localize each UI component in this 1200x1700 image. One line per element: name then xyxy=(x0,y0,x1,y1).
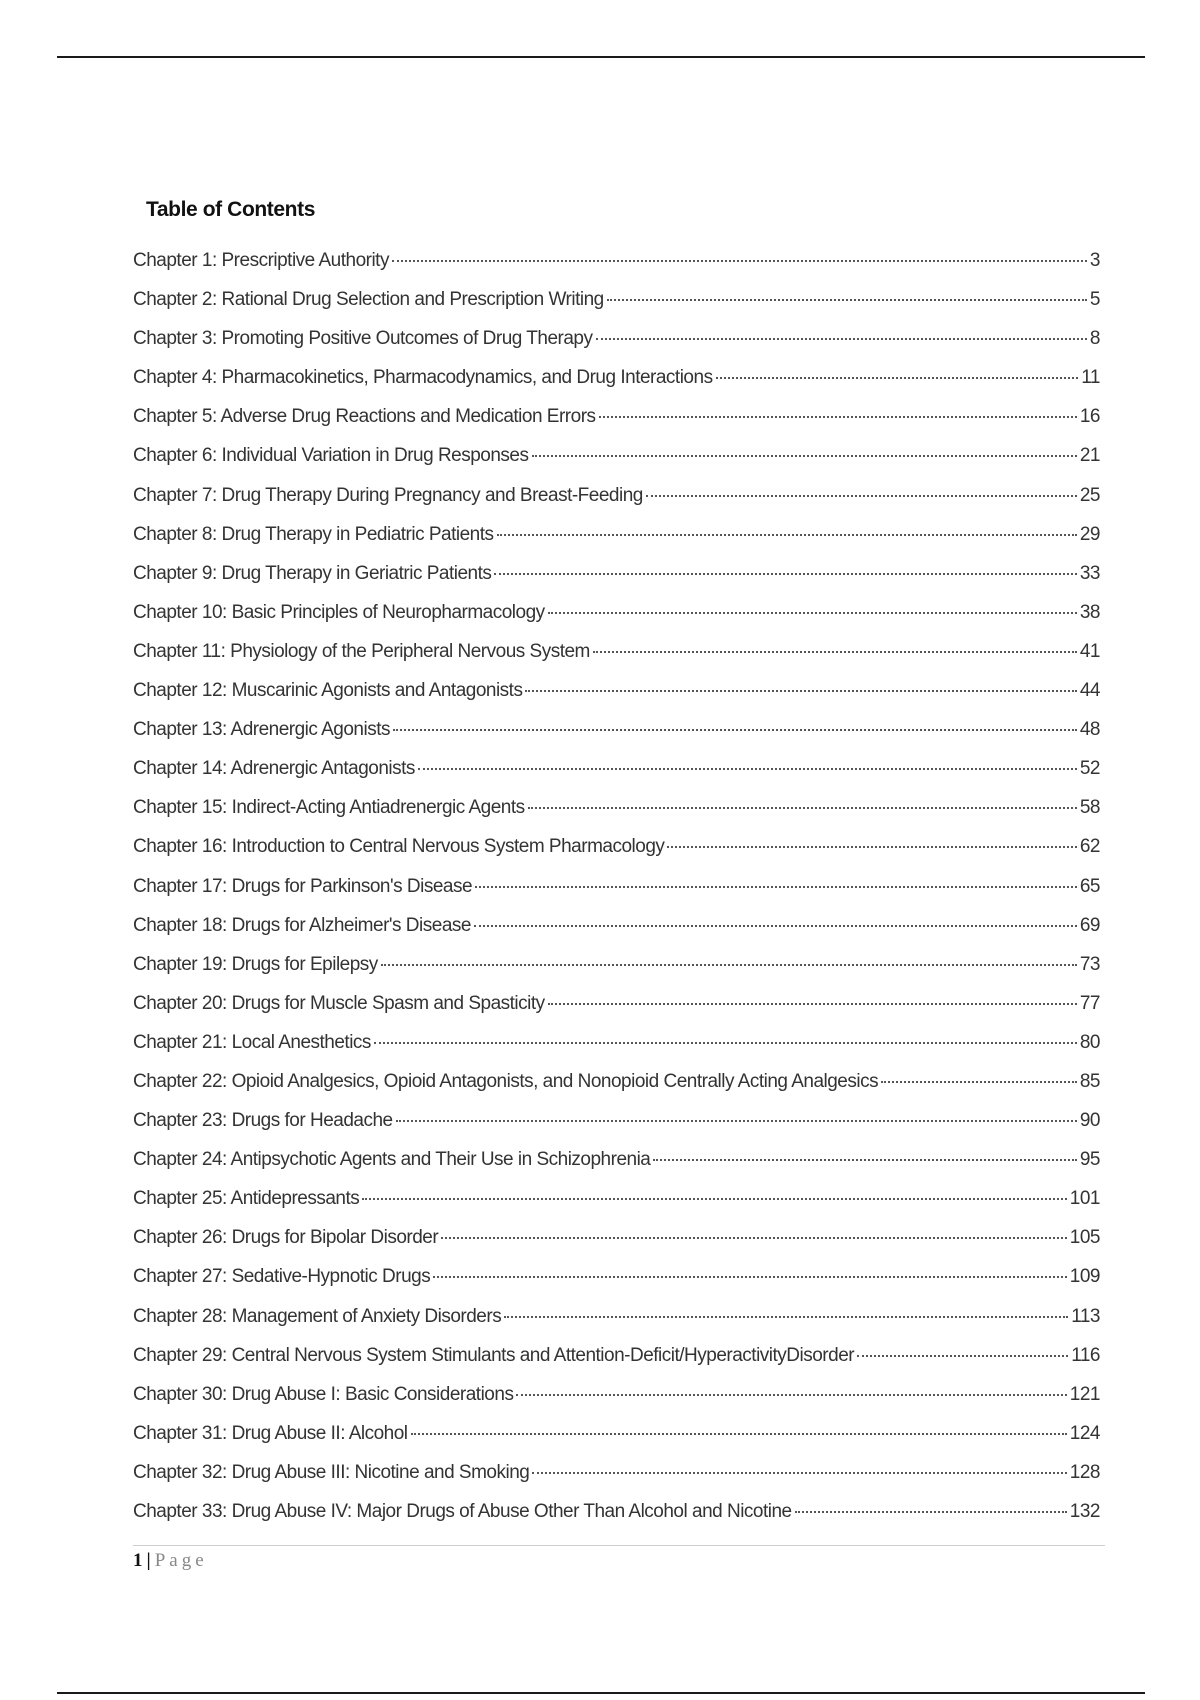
toc-entry-page: 44 xyxy=(1079,680,1100,702)
toc-entry-page: 95 xyxy=(1079,1149,1100,1171)
toc-entry-title: Chapter 21: Local Anesthetics xyxy=(133,1031,371,1053)
toc-entry-page: 116 xyxy=(1071,1344,1100,1366)
toc-entry-page: 121 xyxy=(1069,1383,1100,1405)
footer-page-number: 1 xyxy=(133,1550,143,1571)
toc-entry-title: Chapter 31: Drug Abuse II: Alcohol xyxy=(133,1422,408,1444)
toc-entry-page: 77 xyxy=(1079,992,1100,1014)
toc-dot-leader xyxy=(433,1276,1067,1278)
toc-entry[interactable] xyxy=(133,1501,1100,1540)
toc-entry-title: Chapter 7: Drug Therapy During Pregnancy and Breast-Feeding xyxy=(133,484,643,506)
toc-list xyxy=(133,250,1100,1540)
toc-entry-page: 85 xyxy=(1079,1070,1100,1092)
toc-dot-leader xyxy=(392,260,1087,262)
toc-entry-title: Chapter 15: Indirect-Acting Antiadrenergic Agents xyxy=(133,797,525,819)
toc-entry[interactable] xyxy=(133,758,1100,797)
toc-entry-page: 25 xyxy=(1079,484,1100,506)
toc-dot-leader xyxy=(381,964,1077,966)
toc-entry-page: 124 xyxy=(1069,1422,1100,1444)
toc-entry[interactable] xyxy=(133,1149,1100,1188)
toc-entry[interactable] xyxy=(133,1462,1100,1501)
toc-entry[interactable] xyxy=(133,641,1100,680)
toc-entry-page: 33 xyxy=(1079,562,1100,584)
toc-entry-page: 69 xyxy=(1079,914,1100,936)
toc-entry-page: 48 xyxy=(1079,719,1100,741)
toc-entry-page: 113 xyxy=(1071,1305,1100,1327)
toc-entry[interactable] xyxy=(133,1384,1100,1423)
toc-entry-page: 52 xyxy=(1079,758,1100,780)
toc-dot-leader xyxy=(596,338,1087,340)
page-footer xyxy=(133,1550,208,1572)
toc-entry-page: 73 xyxy=(1079,953,1100,975)
bottom-border-rule xyxy=(57,1692,1145,1694)
toc-entry-page: 21 xyxy=(1079,445,1100,467)
toc-entry-page: 109 xyxy=(1069,1266,1100,1288)
toc-entry-title: Chapter 13: Adrenergic Agonists xyxy=(133,719,391,741)
toc-dot-leader xyxy=(593,651,1077,653)
toc-dot-leader xyxy=(548,612,1077,614)
toc-entry-title: Chapter 33: Drug Abuse IV: Major Drugs of Abuse Other Than Alcohol and Nicotine xyxy=(133,1501,792,1522)
toc-entry[interactable] xyxy=(133,328,1100,367)
toc-heading: Table of Contents xyxy=(146,198,315,221)
toc-dot-leader xyxy=(525,690,1076,692)
toc-entry[interactable] xyxy=(133,797,1100,836)
toc-dot-leader xyxy=(418,768,1077,770)
toc-dot-leader xyxy=(857,1355,1068,1357)
toc-entry-page: 65 xyxy=(1079,875,1100,897)
toc-entry[interactable] xyxy=(133,1306,1100,1345)
toc-dot-leader xyxy=(516,1394,1066,1396)
toc-entry-page: 5 xyxy=(1089,289,1100,311)
toc-dot-leader xyxy=(475,886,1077,888)
toc-entry[interactable] xyxy=(133,1227,1100,1266)
toc-dot-leader xyxy=(504,1316,1068,1318)
toc-dot-leader xyxy=(362,1198,1067,1200)
toc-entry-title: Chapter 28: Management of Anxiety Disorders xyxy=(133,1305,502,1327)
toc-entry[interactable] xyxy=(133,445,1100,484)
toc-entry-page: 128 xyxy=(1069,1461,1100,1483)
toc-entry[interactable] xyxy=(133,485,1100,524)
toc-entry[interactable] xyxy=(133,289,1100,328)
toc-dot-leader xyxy=(653,1159,1076,1161)
toc-entry-title: Chapter 5: Adverse Drug Reactions and Medication Errors xyxy=(133,406,596,428)
toc-dot-leader xyxy=(881,1081,1077,1083)
toc-entry-page: 90 xyxy=(1079,1110,1100,1132)
toc-entry-page: 8 xyxy=(1089,328,1100,350)
toc-entry-page: 38 xyxy=(1079,601,1100,623)
toc-entry[interactable] xyxy=(133,1188,1100,1227)
toc-dot-leader xyxy=(532,455,1077,457)
top-border-rule xyxy=(57,56,1145,58)
footer-separator: | xyxy=(146,1550,151,1571)
toc-dot-leader xyxy=(393,729,1077,731)
toc-entry-title: Chapter 25: Antidepressants xyxy=(133,1188,360,1210)
toc-entry[interactable] xyxy=(133,876,1100,915)
toc-entry[interactable] xyxy=(133,406,1100,445)
toc-entry[interactable] xyxy=(133,602,1100,641)
toc-entry[interactable] xyxy=(133,563,1100,602)
toc-entry-page: 3 xyxy=(1089,250,1100,271)
toc-entry-page: 62 xyxy=(1079,836,1100,858)
toc-dot-leader xyxy=(607,299,1087,301)
toc-entry-title: Chapter 3: Promoting Positive Outcomes of Drug Therapy xyxy=(133,328,593,350)
toc-entry-page: 132 xyxy=(1069,1501,1100,1522)
toc-entry-title: Chapter 17: Drugs for Parkinson's Disease xyxy=(133,875,473,897)
toc-entry-title: Chapter 32: Drug Abuse III: Nicotine and Smoking xyxy=(133,1461,530,1483)
toc-entry-title: Chapter 2: Rational Drug Selection and Prescription Writing xyxy=(133,289,604,311)
toc-entry-title: Chapter 24: Antipsychotic Agents and Their Use in Schizophrenia xyxy=(133,1149,651,1171)
toc-entry-title: Chapter 22: Opioid Analgesics, Opioid Antagonists, and Nonopioid Centrally Acting Analgesics xyxy=(133,1070,879,1092)
toc-entry[interactable] xyxy=(133,1423,1100,1462)
toc-entry[interactable] xyxy=(133,1110,1100,1149)
toc-entry-title: Chapter 30: Drug Abuse I: Basic Considerations xyxy=(133,1383,514,1405)
toc-dot-leader xyxy=(667,846,1076,848)
toc-entry-page: 101 xyxy=(1069,1188,1100,1210)
toc-dot-leader xyxy=(548,1003,1077,1005)
footer-page-label: Page xyxy=(154,1550,208,1571)
toc-dot-leader xyxy=(528,807,1077,809)
toc-entry[interactable] xyxy=(133,993,1100,1032)
toc-dot-leader xyxy=(599,416,1077,418)
toc-entry-title: Chapter 10: Basic Principles of Neuropharmacology xyxy=(133,601,545,623)
toc-dot-leader xyxy=(716,377,1079,379)
toc-entry[interactable] xyxy=(133,250,1100,289)
toc-entry[interactable] xyxy=(133,954,1100,993)
toc-entry-title: Chapter 27: Sedative-Hypnotic Drugs xyxy=(133,1266,431,1288)
toc-entry-title: Chapter 19: Drugs for Epilepsy xyxy=(133,953,378,975)
toc-entry-title: Chapter 16: Introduction to Central Nervous System Pharmacology xyxy=(133,836,665,858)
toc-entry[interactable] xyxy=(133,915,1100,954)
toc-entry[interactable] xyxy=(133,1266,1100,1305)
toc-entry[interactable] xyxy=(133,1032,1100,1071)
toc-entry[interactable] xyxy=(133,524,1100,563)
toc-entry-title: Chapter 8: Drug Therapy in Pediatric Patients xyxy=(133,523,494,545)
toc-entry-title: Chapter 23: Drugs for Headache xyxy=(133,1110,393,1132)
toc-dot-leader xyxy=(795,1511,1067,1513)
toc-entry-page: 58 xyxy=(1079,797,1100,819)
toc-entry-title: Chapter 9: Drug Therapy in Geriatric Patients xyxy=(133,562,492,584)
toc-dot-leader xyxy=(497,534,1077,536)
toc-dot-leader xyxy=(474,925,1077,927)
toc-entry-title: Chapter 6: Individual Variation in Drug Responses xyxy=(133,445,529,467)
toc-dot-leader xyxy=(532,1472,1066,1474)
toc-entry-page: 105 xyxy=(1069,1227,1100,1249)
footer-divider xyxy=(133,1545,1105,1546)
toc-entry-page: 41 xyxy=(1079,640,1100,662)
toc-dot-leader xyxy=(646,495,1077,497)
toc-dot-leader xyxy=(374,1042,1077,1044)
toc-entry-title: Chapter 18: Drugs for Alzheimer's Disease xyxy=(133,914,471,936)
toc-dot-leader xyxy=(441,1237,1067,1239)
toc-entry-page: 11 xyxy=(1081,367,1100,389)
toc-entry[interactable] xyxy=(133,836,1100,875)
toc-entry-page: 16 xyxy=(1079,406,1100,428)
toc-entry[interactable] xyxy=(133,1071,1100,1110)
toc-entry-page: 29 xyxy=(1079,523,1100,545)
toc-entry-title: Chapter 26: Drugs for Bipolar Disorder xyxy=(133,1227,439,1249)
toc-entry-title: Chapter 12: Muscarinic Agonists and Antagonists xyxy=(133,680,523,702)
toc-entry[interactable] xyxy=(133,367,1100,406)
toc-entry-title: Chapter 4: Pharmacokinetics, Pharmacodynamics, and Drug Interactions xyxy=(133,367,713,389)
toc-entry[interactable] xyxy=(133,1345,1100,1384)
toc-entry-title: Chapter 29: Central Nervous System Stimulants and Attention-Deficit/HyperactivityDisorder xyxy=(133,1344,855,1366)
toc-dot-leader xyxy=(396,1120,1077,1122)
toc-dot-leader xyxy=(411,1433,1067,1435)
toc-entry-title: Chapter 20: Drugs for Muscle Spasm and Spasticity xyxy=(133,992,545,1014)
toc-entry-page: 80 xyxy=(1079,1031,1100,1053)
toc-entry[interactable] xyxy=(133,719,1100,758)
toc-dot-leader xyxy=(494,573,1076,575)
toc-entry[interactable] xyxy=(133,680,1100,719)
toc-entry-title: Chapter 11: Physiology of the Peripheral Nervous System xyxy=(133,640,590,662)
toc-entry-title: Chapter 14: Adrenergic Antagonists xyxy=(133,758,415,780)
toc-entry-title: Chapter 1: Prescriptive Authority xyxy=(133,250,389,271)
